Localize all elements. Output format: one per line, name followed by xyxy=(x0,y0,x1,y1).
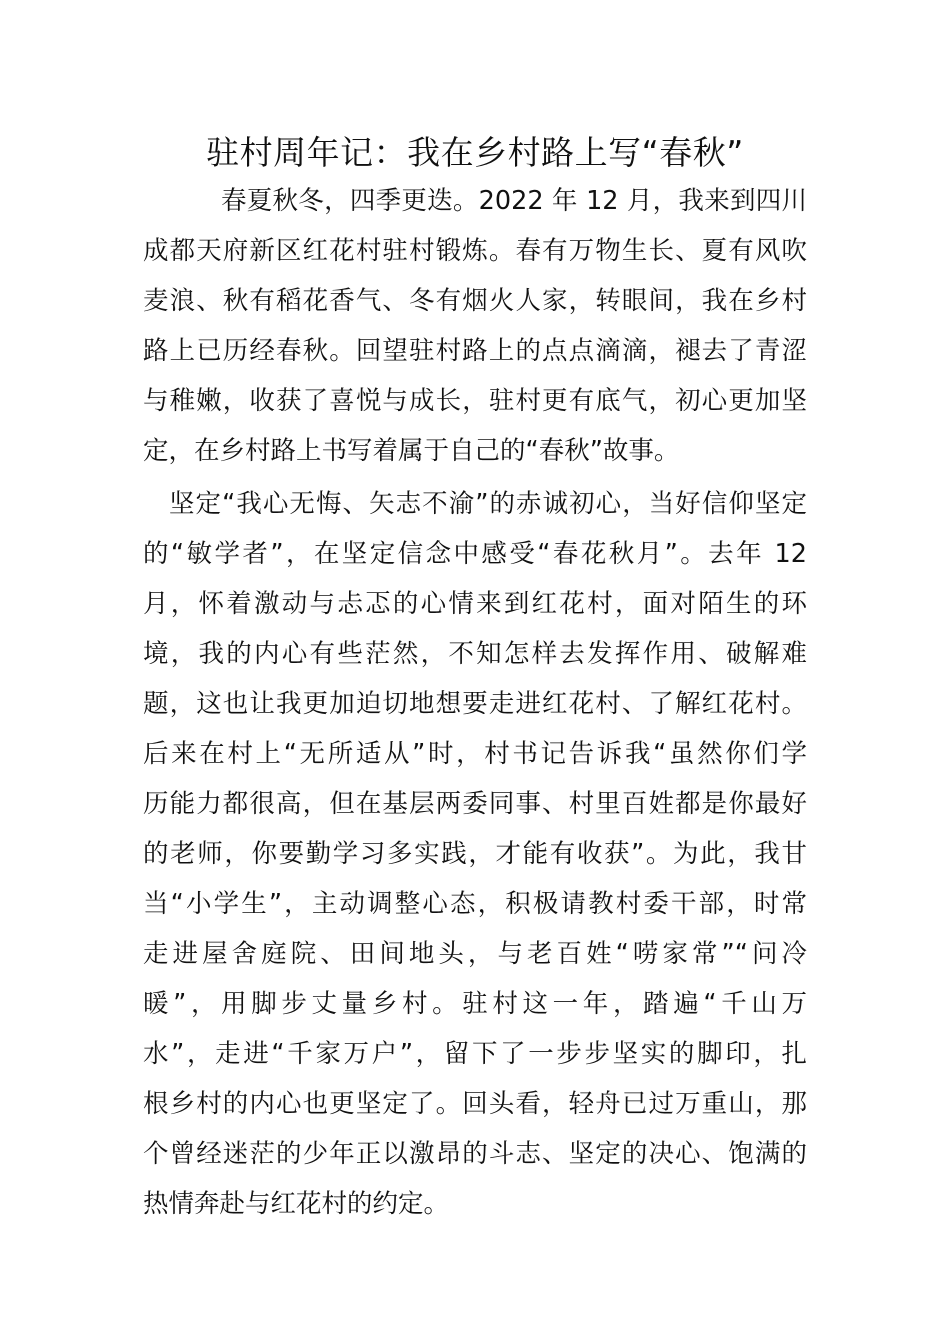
paragraph-line: 麦浪、秋有稻花香气、冬有烟火人家，转眼间，我在乡村 xyxy=(143,286,807,316)
paragraph-line: 题，这也让我更加迫切地想要走进红花村、了解红花村。 xyxy=(143,689,807,719)
document-title: 驻村周年记：我在乡村路上写“春秋” xyxy=(206,133,744,172)
paragraph-line: 定，在乡村路上书写着属于自己的“春秋”故事。 xyxy=(143,436,680,466)
paragraph-line: 的老师，你要勤学习多实践，才能有收获”。为此，我甘 xyxy=(143,839,807,869)
paragraph-line: 的“敏学者”，在坚定信念中感受“春花秋月”。去年 12 xyxy=(143,539,807,569)
paragraph-line: 成都天府新区红花村驻村锻炼。春有万物生长、夏有风吹 xyxy=(143,236,807,266)
paragraph-line: 水”，走进“千家万户”，留下了一步步坚实的脚印，扎 xyxy=(143,1039,807,1069)
paragraph-line: 坚定“我心无悔、矢志不渝”的赤诚初心，当好信仰坚定 xyxy=(169,489,807,519)
paragraph-line: 月，怀着激动与忐忑的心情来到红花村，面对陌生的环 xyxy=(143,589,807,619)
paragraph-line: 与稚嫩，收获了喜悦与成长，驻村更有底气，初心更加坚 xyxy=(143,386,807,416)
paragraph-line: 根乡村的内心也更坚定了。回头看，轻舟已过万重山，那 xyxy=(143,1089,807,1119)
paragraph-1 xyxy=(143,176,807,476)
paragraph-line: 个曾经迷茫的少年正以激昂的斗志、坚定的决心、饱满的 xyxy=(143,1139,807,1169)
paragraph-line: 走进屋舍庭院、田间地头，与老百姓“唠家常”“问冷 xyxy=(143,939,807,969)
paragraph-2 xyxy=(143,479,807,1229)
paragraph-line: 当“小学生”，主动调整心态，积极请教村委干部，时常 xyxy=(143,889,807,919)
paragraph-line: 热情奔赴与红花村的约定。 xyxy=(143,1189,450,1219)
paragraph-line: 后来在村上“无所适从”时，村书记告诉我“虽然你们学 xyxy=(143,739,807,769)
paragraph-line: 历能力都很高，但在基层两委同事、村里百姓都是你最好 xyxy=(143,789,807,819)
paragraph-line: 春夏秋冬，四季更迭。2022 年 12 月，我来到四川 xyxy=(221,186,807,216)
paragraph-line: 路上已历经春秋。回望驻村路上的点点滴滴，褪去了青涩 xyxy=(143,336,807,366)
paragraph-line: 暖”，用脚步丈量乡村。驻村这一年，踏遍“千山万 xyxy=(143,989,807,1019)
document-body xyxy=(143,176,807,1229)
paragraph-line: 境，我的内心有些茫然，不知怎样去发挥作用、破解难 xyxy=(143,639,807,669)
